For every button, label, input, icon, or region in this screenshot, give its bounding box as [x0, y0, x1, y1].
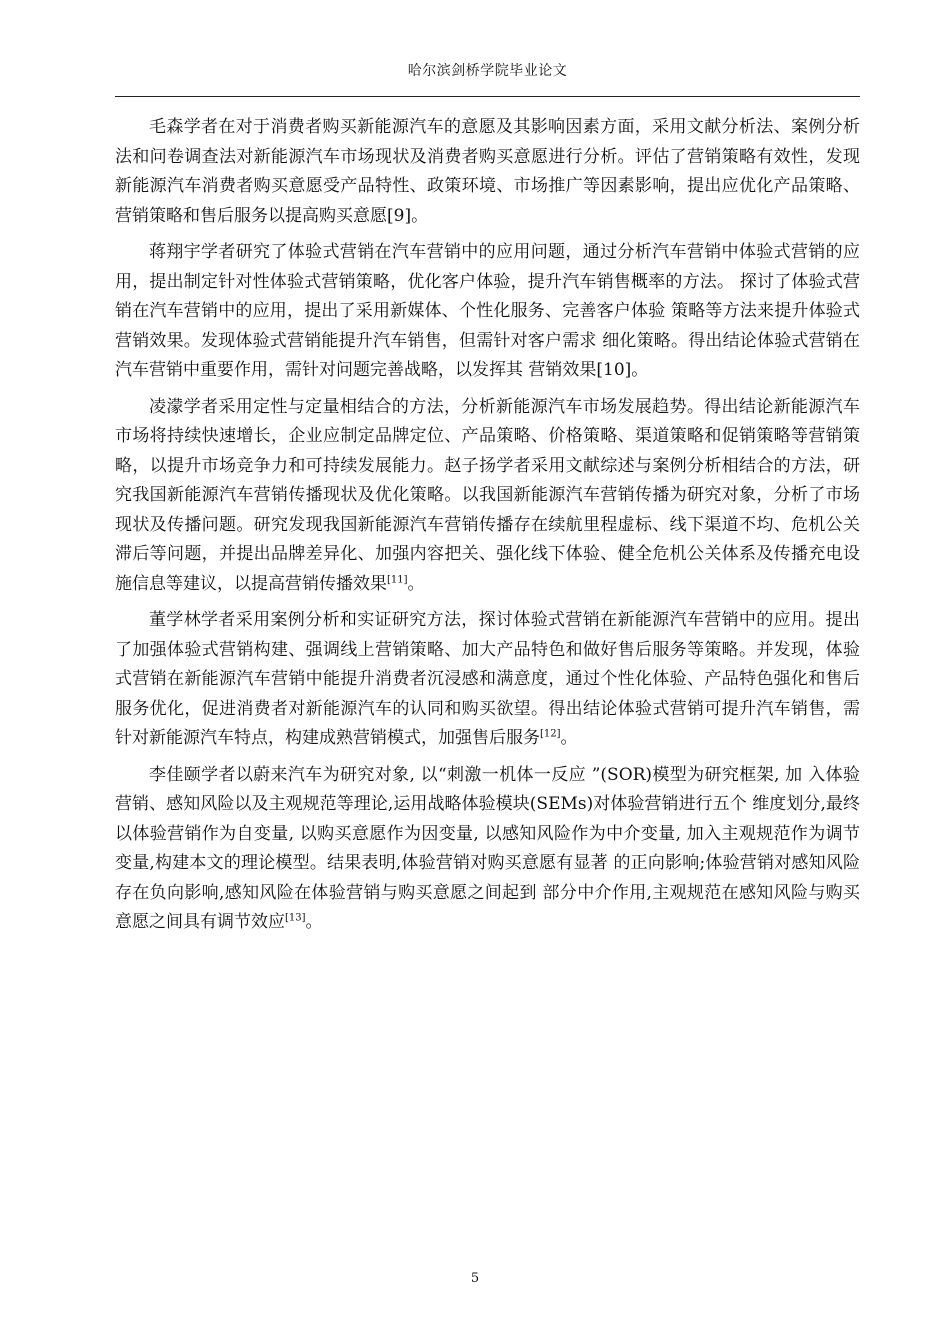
paragraph-ending: 。 — [560, 728, 578, 748]
paragraph-text: 凌濛学者采用定性与定量相结合的方法，分析新能源汽车市场发展趋势。得出结论新能源汽车市场将持续快速增长，企业应制定品牌定位、产品策略、价格策略、渠道策略和促销策略等营销策略，以提升市场竞争力和可持续发展能力。赵子扬学者采用文献综述与案例分析相结合的方法，研究我国新能源汽车营销传播现状及优化策略。以我国新能源汽车营销传播为研究对象，分析了市场现状及传播问题。研究发现我国新能源汽车营销传播存在续航里程虚标、线下渠道不均、危机公关滞后等问题，并提出品牌差异化、加强内容把关、强化线下体验、健全危机公关体系及传播充电设施信息等建议，以提高营销传播效果 — [115, 396, 860, 594]
paragraph-text: 蒋翔宇学者研究了体验式营销在汽车营销中的应用问题，通过分析汽车营销中体验式营销的应用，提出制定针对性体验式营销策略，优化客户体验，提升汽车销售概率的方法。 探讨了体验式营销在汽车营销中的应用，提出了采用新媒体、个性化服务、完善客户体验 策略等方法来提升体验式营销效果。发现体验式营销能提升汽车销售，但需针对客户需求 细化策略。得出结论体验式营销在汽车营销中重要作用，需针对问题完善战略，以发挥其 营销效果[10]。 — [115, 242, 860, 380]
paragraph-text: 董学林学者采用案例分析和实证研究方法，探讨体验式营销在新能源汽车营销中的应用。提出了加强体验式营销构建、强调线上营销策略、加大产品特色和做好售后服务等策略。并发现，体验式营销在新能源汽车营销中能提升消费者沉浸感和满意度，通过个性化体验、产品特色强化和售后服务优化，促进消费者对新能源汽车的认同和购买欲望。得出结论体验式营销可提升汽车销售，需针对新能源汽车特点，构建成熟营销模式，加强售后服务 — [115, 610, 860, 748]
header-divider — [115, 96, 860, 97]
paragraph-li-jiayi — [115, 761, 860, 938]
citation-reference: [13] — [285, 912, 306, 924]
paragraph-ending: 。 — [305, 912, 323, 932]
paragraph-ending: 。 — [407, 573, 425, 594]
header-title: 哈尔滨剑桥学院毕业论文 — [407, 63, 568, 79]
paragraph-text: 毛森学者在对于消费者购买新能源汽车的意愿及其影响因素方面，采用文献分析法、案例分析法和问卷调查法对新能源汽车市场现状及消费者购买意愿进行分析。评估了营销策略有效性，发现新能源汽车消费者购买意愿受产品特性、政策环境、市场推广等因素影响，提出应优化产品策略、营销策略和售后服务以提高购买意愿[9]。 — [115, 117, 860, 226]
paragraph-text: 李佳颐学者以蔚来汽车为研究对象, 以“刺激一机体一反应 ”(SOR)模型为研究框架, 加 入体验营销、感知风险以及主观规范等理论,运用战略体验模块(SEMs)对体验营销进行五个 维度划分,最终以体验营销作为自变量, 以购买意愿作为因变量, 以感知风险作为中介变量, 加入主观规范作为调节变量,构建本文的理论模型。结果表明,体验营销对购买意愿有显著 的正向影响;体验营销对感知风险存在负向影响,感知风险在体验营销与购买意愿之间起到 部分中介作用,主观规范在感知风险与购买意愿之间具有调节效应 — [115, 764, 860, 932]
citation-reference: [12] — [540, 728, 561, 740]
paragraph-jiang-xiangyu — [115, 238, 860, 386]
page-header — [115, 60, 860, 80]
page-number-value: 5 — [470, 1271, 480, 1286]
citation-reference: [11] — [387, 573, 408, 585]
body-text — [115, 113, 860, 945]
paragraph-dong-xuelin — [115, 606, 860, 754]
page-number — [0, 1271, 950, 1286]
paragraph-mao-sen — [115, 113, 860, 231]
paragraph-ling-meng — [115, 393, 860, 600]
